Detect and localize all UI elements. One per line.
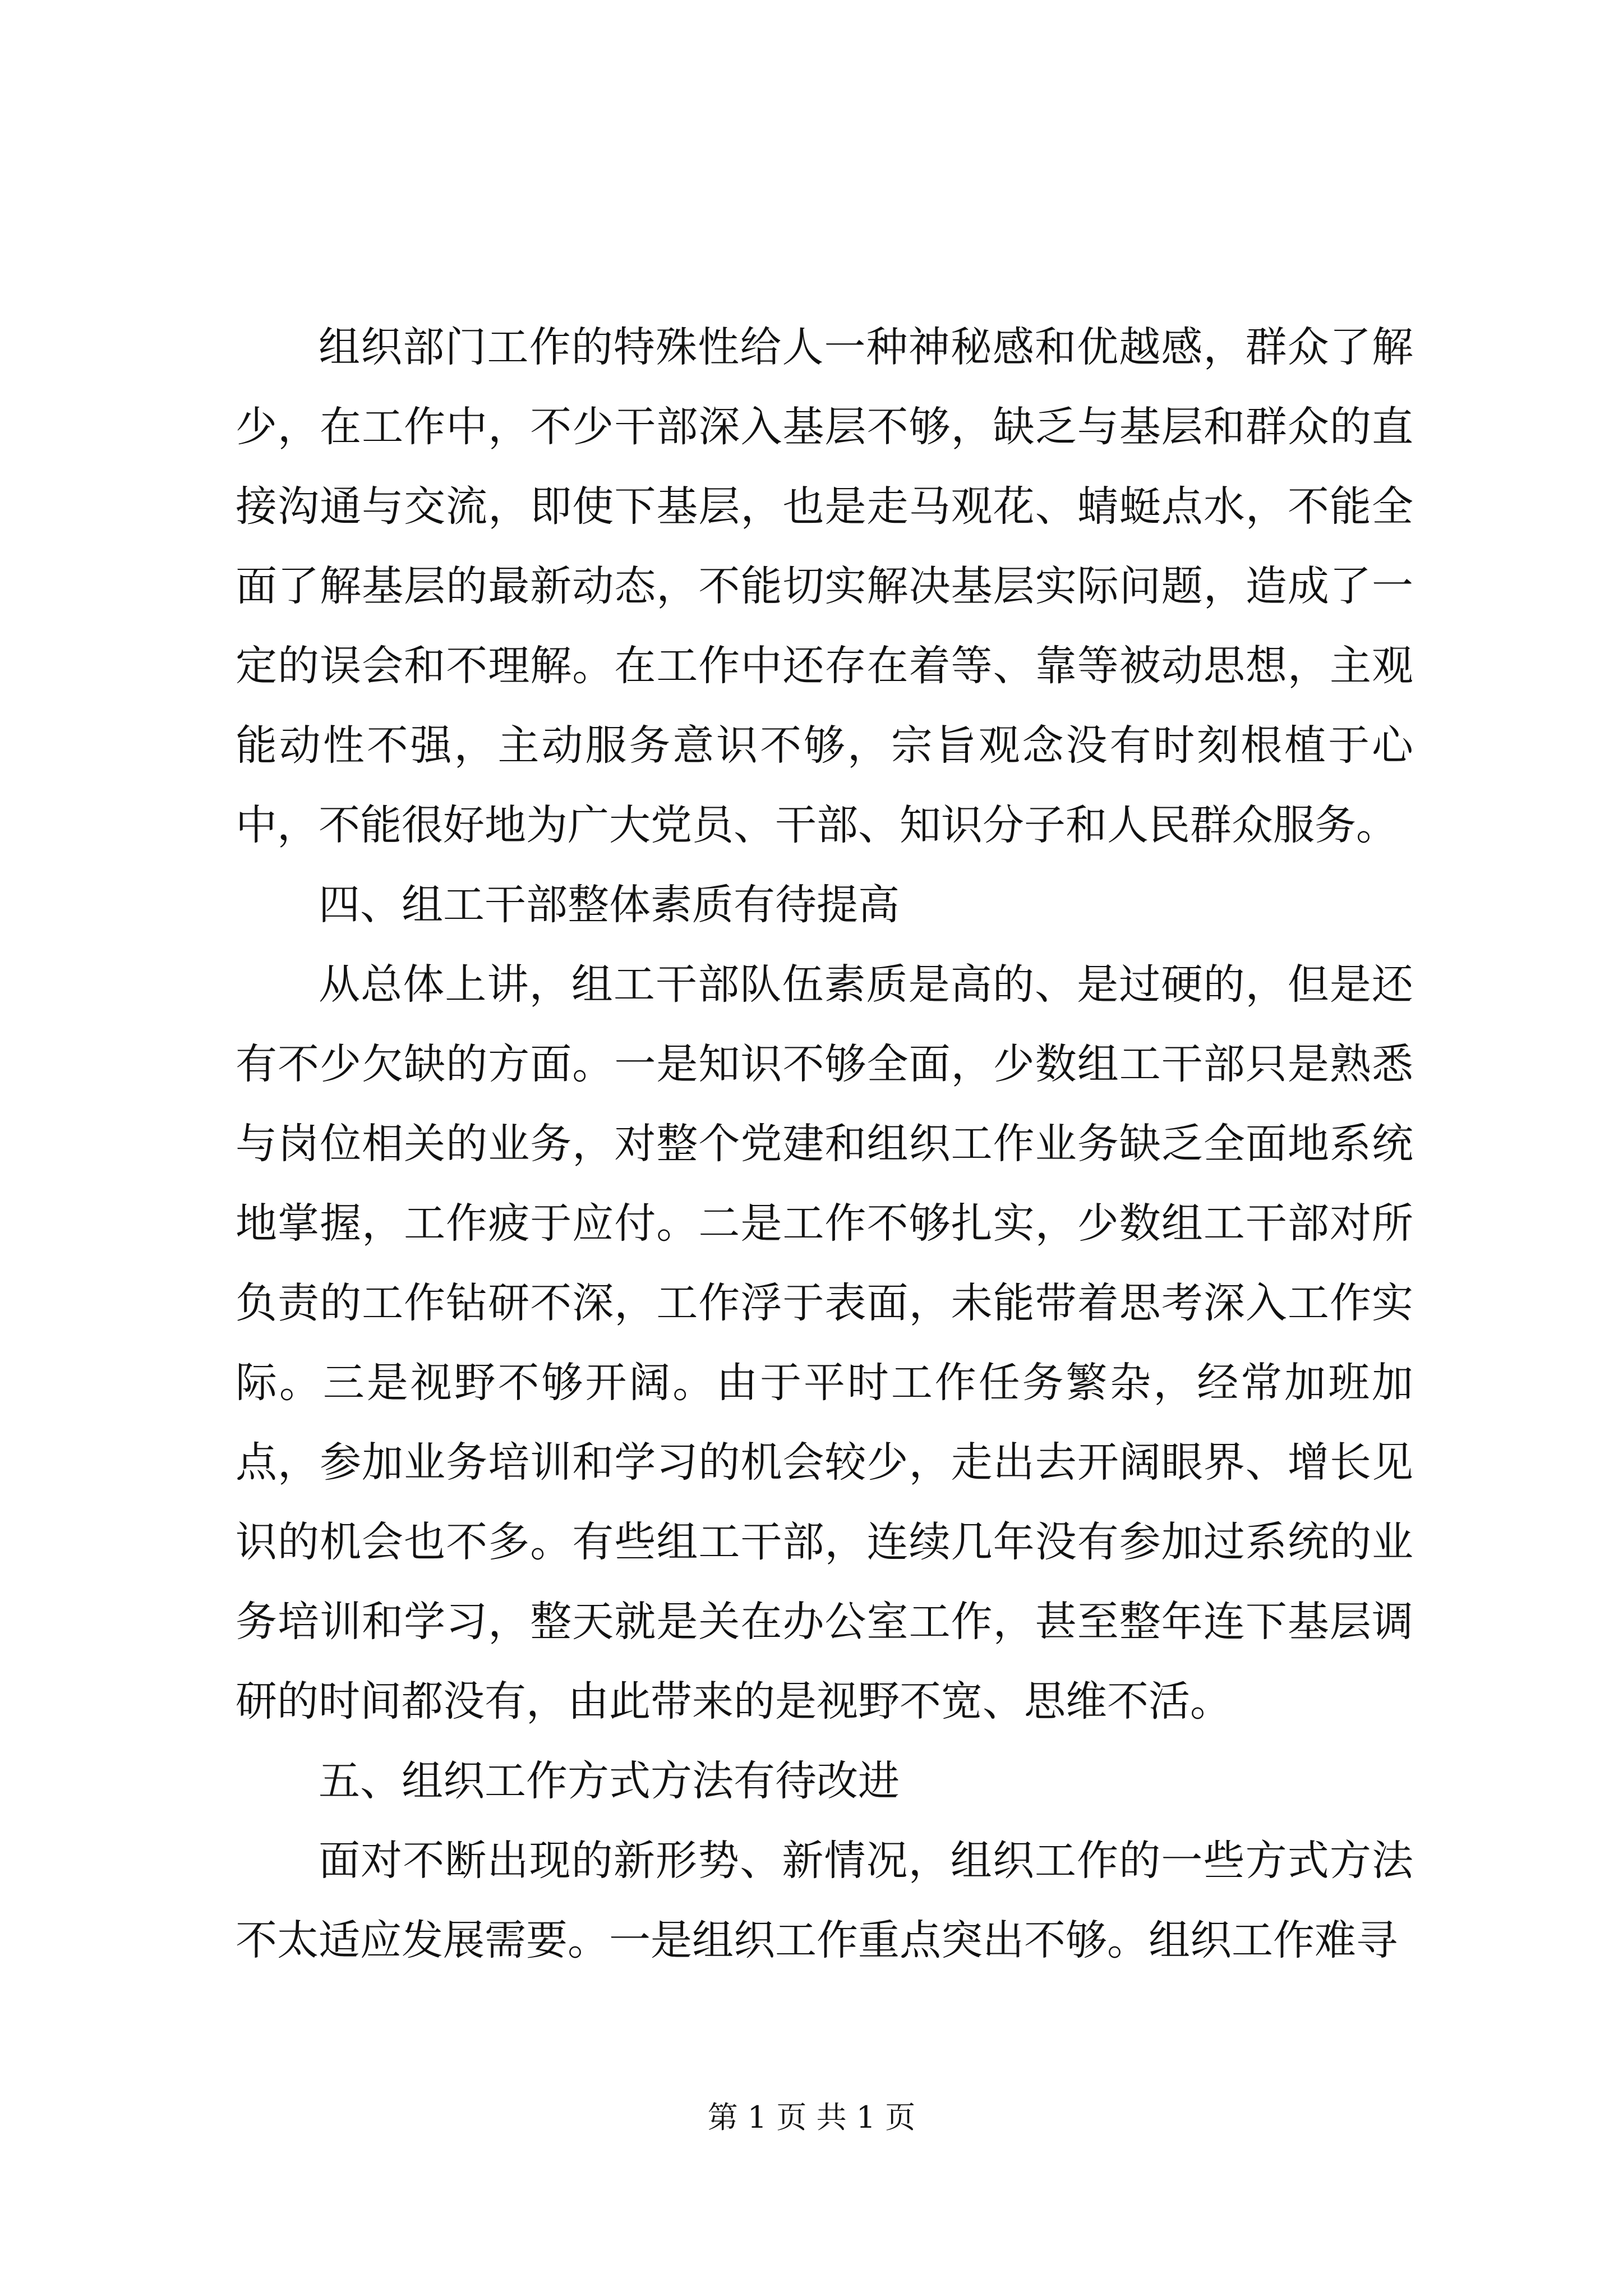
paragraph-2: 从总体上讲，组工干部队伍素质是高的、是过硬的，但是还有不少欠缺的方面。一是知识不够全面，少数组工干部只是熟悉与岗位相关的业务，对整个党建和组织工作业务缺乏全面地系统地掌握，工作疲于应付。二是工作不够扎实，少数组工干部对所负责的工作钻研不深，工作浮于表面，未能带着思考深入工作实际。三是视野不够开阔。由于平时工作任务繁杂，经常加班加点，参加业务培训和学习的机会较少，走出去开阔眼界、增长见识的机会也不多。有些组工干部，连续几年没有参加过系统的业务培训和学习，整天就是关在办公室工作，甚至整年连下基层调研的时间都没有，由此带来的是视野不宽、思维不活。: [236, 960, 1413, 1726]
page-footer: 第 1 页 共 1 页: [707, 2100, 916, 2135]
document-body: [236, 307, 1413, 1980]
section-heading-4: 四、组工干部整体素质有待提高: [319, 881, 900, 929]
section-heading-5: 五、组织工作方式方法有待改进: [319, 1757, 900, 1805]
paragraph-1: 组织部门工作的特殊性给人一种神秘感和优越感，群众了解少，在工作中，不少干部深入基层不够，缺乏与基层和群众的直接沟通与交流，即使下基层，也是走马观花、蜻蜓点水，不能全面了解基层的最新动态，不能切实解决基层实际问题，造成了一定的误会和不理解。在工作中还存在着等、靠等被动思想，主观能动性不强，主动服务意识不够，宗旨观念没有时刻根植于心中，不能很好地为广大党员、干部、知识分子和人民群众服务。: [236, 323, 1413, 849]
paragraph-3: 面对不断出现的新形势、新情况，组织工作的一些方式方法不太适应发展需要。一是组织工作重点突出不够。组织工作难寻: [236, 1837, 1413, 1964]
